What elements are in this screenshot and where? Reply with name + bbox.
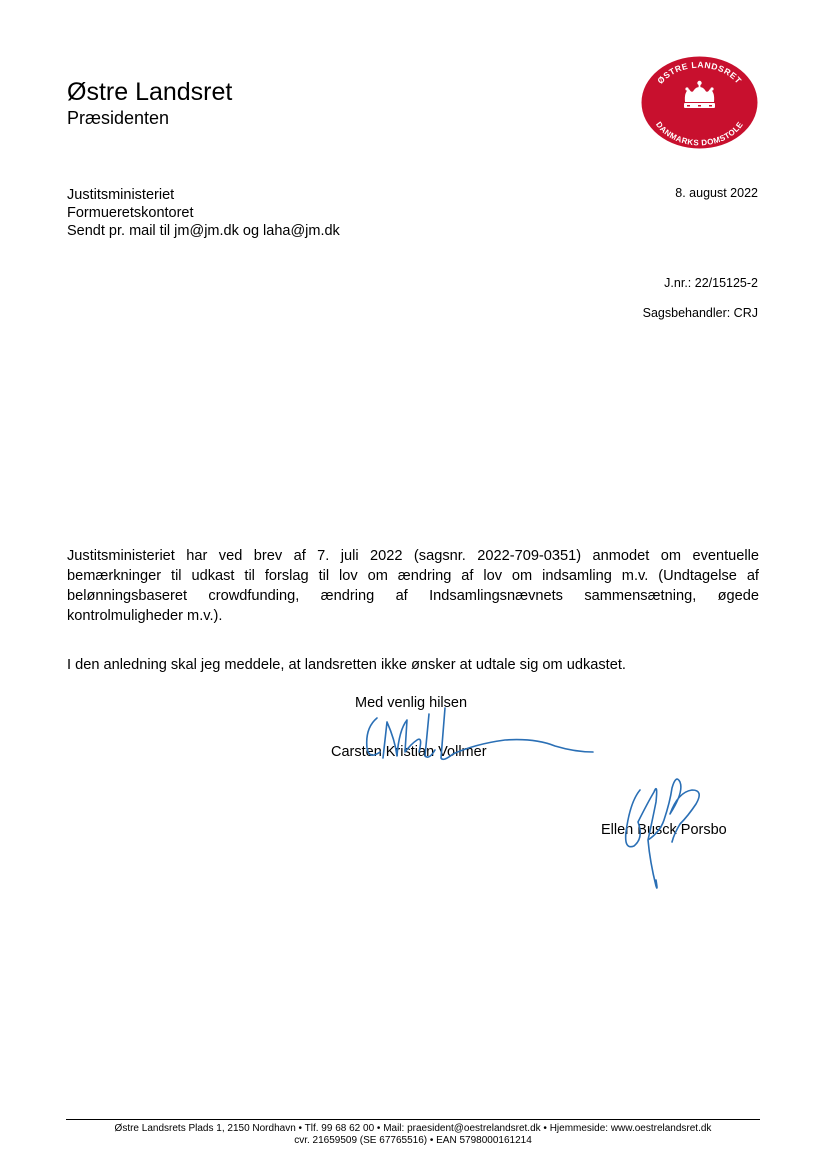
signatory-name: Ellen Busck Porsbo bbox=[601, 822, 727, 838]
seal-text-top: ØSTRE LANDSRET bbox=[655, 59, 744, 86]
signature-2-ink bbox=[600, 762, 715, 897]
department-title: Præsidenten bbox=[67, 108, 170, 128]
court-name: Østre Landsret bbox=[67, 78, 233, 106]
journal-number: J.nr.: 22/15125-2 bbox=[664, 276, 758, 290]
recipient-line: Formueretskontoret bbox=[67, 205, 194, 221]
recipient-line: Justitsministeriet bbox=[67, 187, 175, 203]
letter-date: 8. august 2022 bbox=[675, 186, 758, 200]
footer-registration: cvr. 21659509 (SE 67765516) • EAN 5798000161214 bbox=[294, 1135, 532, 1146]
signatory-name: Carsten Kristian Vollmer bbox=[331, 744, 487, 760]
body-paragraph: I den anledning skal jeg meddele, at landsretten ikke ønsker at udtale sig om udkastet. bbox=[67, 657, 626, 673]
footer-contact: Østre Landsrets Plads 1, 2150 Nordhavn • Tlf. 99 68 62 00 • Mail: praesident@oestrelandsret.dk • Hjemmeside: www.oestrelandsret.dk bbox=[114, 1123, 712, 1134]
recipient-address bbox=[67, 186, 340, 240]
recipient-line: Sendt pr. mail til jm@jm.dk og laha@jm.dk bbox=[67, 223, 340, 239]
case-handler: Sagsbehandler: CRJ bbox=[642, 306, 758, 320]
court-seal-logo bbox=[641, 56, 758, 149]
footer-divider bbox=[66, 1119, 760, 1120]
closing-greeting: Med venlig hilsen bbox=[355, 695, 468, 711]
signature-1-ink bbox=[325, 700, 595, 780]
body-paragraph: Justitsministeriet har ved brev af 7. juli 2022 (sagsnr. 2022-709-0351) anmodet om eventuelle bemærkninger til udkast til forslag til lov om ændring af lov om indsamling m.v. (Undtagelse af belønningsbaseret crowdfunding, ændring af Indsamlingsnævnets sammensætning, øgede kontrolmuligheder m.v.). bbox=[67, 548, 759, 624]
seal-text-bottom: DANMARKS DOMSTOLE bbox=[654, 120, 745, 148]
